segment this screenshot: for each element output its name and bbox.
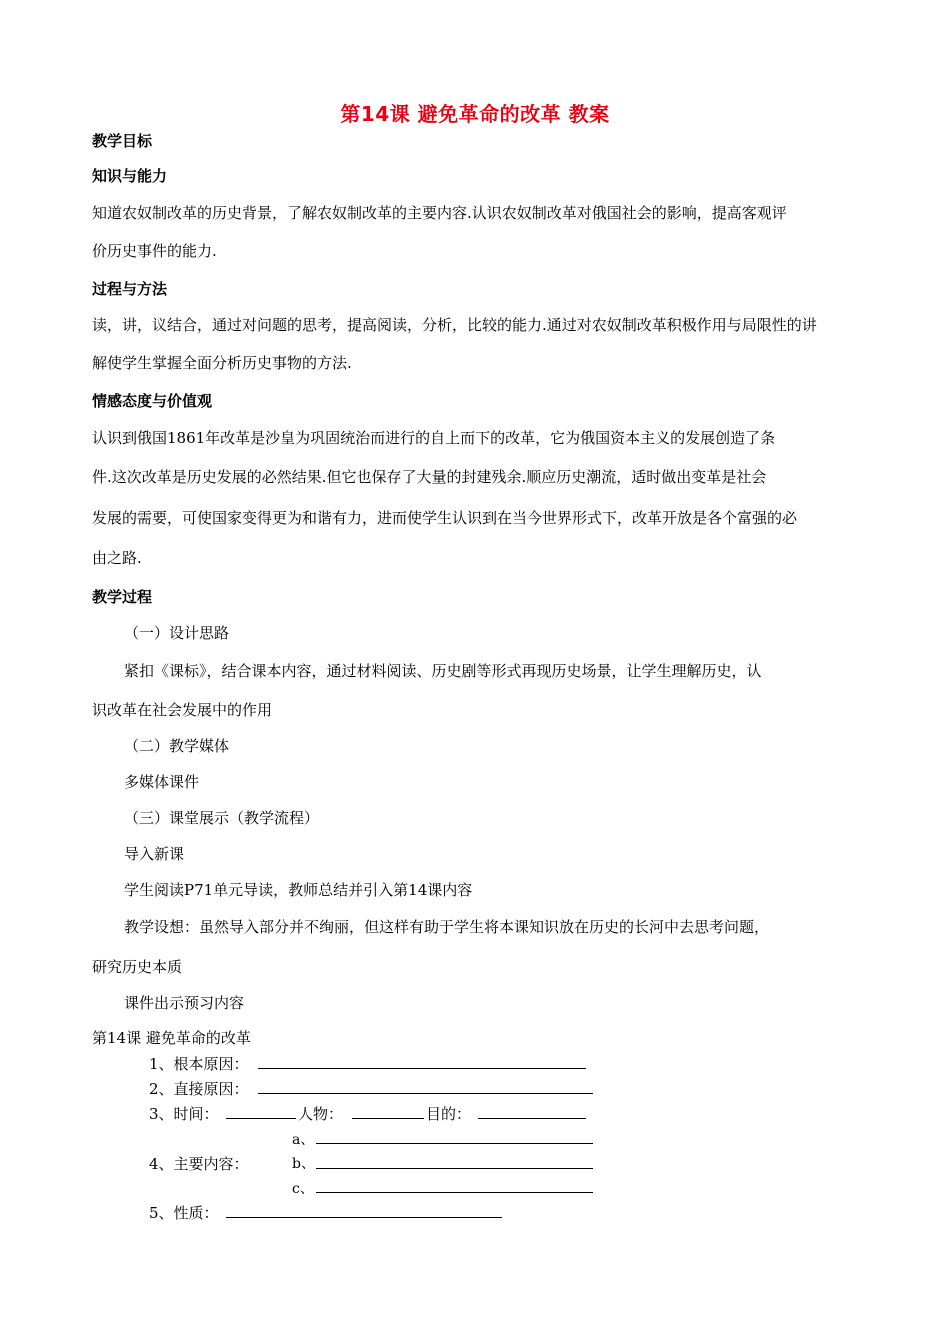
worksheet-q2: 2、直接原因： (149, 1080, 249, 1098)
blank-line (478, 1118, 586, 1119)
paragraph-line: 知道农奴制改革的历史背景，了解农奴制改革的主要内容.认识农奴制改革对俄国社会的影响，提高客观评 (92, 204, 787, 222)
paragraph-line: 教学设想：虽然导入部分并不绚丽，但这样有助于学生将本课知识放在历史的长河中去思考问题， (124, 918, 770, 936)
blank-line (316, 1143, 593, 1144)
paragraph-line: 价历史事件的能力. (92, 242, 217, 260)
worksheet-q4-a: a、 (292, 1132, 315, 1148)
paragraph-line: 解使学生掌握全面分析历史事物的方法. (92, 354, 352, 372)
paragraph-line: 识改革在社会发展中的作用 (92, 701, 273, 719)
paragraph-line: 研究历史本质 (92, 958, 183, 976)
worksheet-q3-person: 人物： (298, 1105, 344, 1123)
worksheet-q4-c: c、 (292, 1181, 314, 1197)
media-text: 多媒体课件 (124, 773, 200, 791)
paragraph-line: 认识到俄国1861年改革是沙皇为巩固统治而进行的自上而下的改革，它为俄国资本主义的发展创造了条 (92, 429, 776, 447)
paragraph-line: 件.这次改革是历史发展的必然结果.但它也保存了大量的封建残余.顺应历史潮流，适时做出变革是社会 (92, 468, 767, 486)
worksheet-q3-goal: 目的： (426, 1105, 472, 1123)
heading-design: （一）设计思路 (124, 624, 230, 642)
blank-line (226, 1118, 296, 1119)
worksheet-q3-time: 3、时间： (149, 1105, 219, 1123)
paragraph-line: 由之路. (92, 549, 142, 567)
paragraph-line: 紧扣《课标》，结合课本内容，通过材料阅读、历史剧等形式再现历史场景，让学生理解历史，认 (124, 662, 762, 680)
intro-heading: 导入新课 (124, 845, 185, 863)
heading-media: （二）教学媒体 (124, 737, 230, 755)
blank-line (352, 1118, 424, 1119)
section-heading-procedure: 教学过程 (92, 588, 153, 606)
intro-text: 学生阅读P71单元导读，教师总结并引入第14课内容 (124, 881, 473, 899)
blank-line (316, 1192, 593, 1193)
heading-emotion: 情感态度与价值观 (92, 392, 213, 410)
heading-display: （三）课堂展示（教学流程） (124, 809, 320, 827)
page-title: 第14课 避免革命的改革 教案 (340, 102, 610, 126)
blank-line (316, 1168, 593, 1169)
blank-line (258, 1068, 586, 1069)
heading-knowledge: 知识与能力 (92, 167, 168, 185)
worksheet-q4: 4、主要内容： (149, 1155, 249, 1173)
paragraph-line: 读，讲，议结合，通过对问题的思考，提高阅读，分析，比较的能力.通过对农奴制改革积极作用与局限性的讲 (92, 316, 817, 334)
worksheet-title: 第14课 避免革命的改革 (92, 1029, 251, 1047)
worksheet-q5: 5、性质： (149, 1204, 219, 1222)
blank-line (226, 1217, 502, 1218)
paragraph-line: 发展的需要，可使国家变得更为和谐有力，进而使学生认识到在当今世界形式下，改革开放是各个富强的必 (92, 509, 798, 527)
blank-line (258, 1093, 593, 1094)
worksheet-q4-b: b、 (292, 1156, 315, 1172)
worksheet-q1: 1、根本原因： (149, 1055, 249, 1073)
section-heading-objectives: 教学目标 (92, 132, 153, 150)
heading-process: 过程与方法 (92, 280, 168, 298)
preview-text: 课件出示预习内容 (124, 994, 245, 1012)
